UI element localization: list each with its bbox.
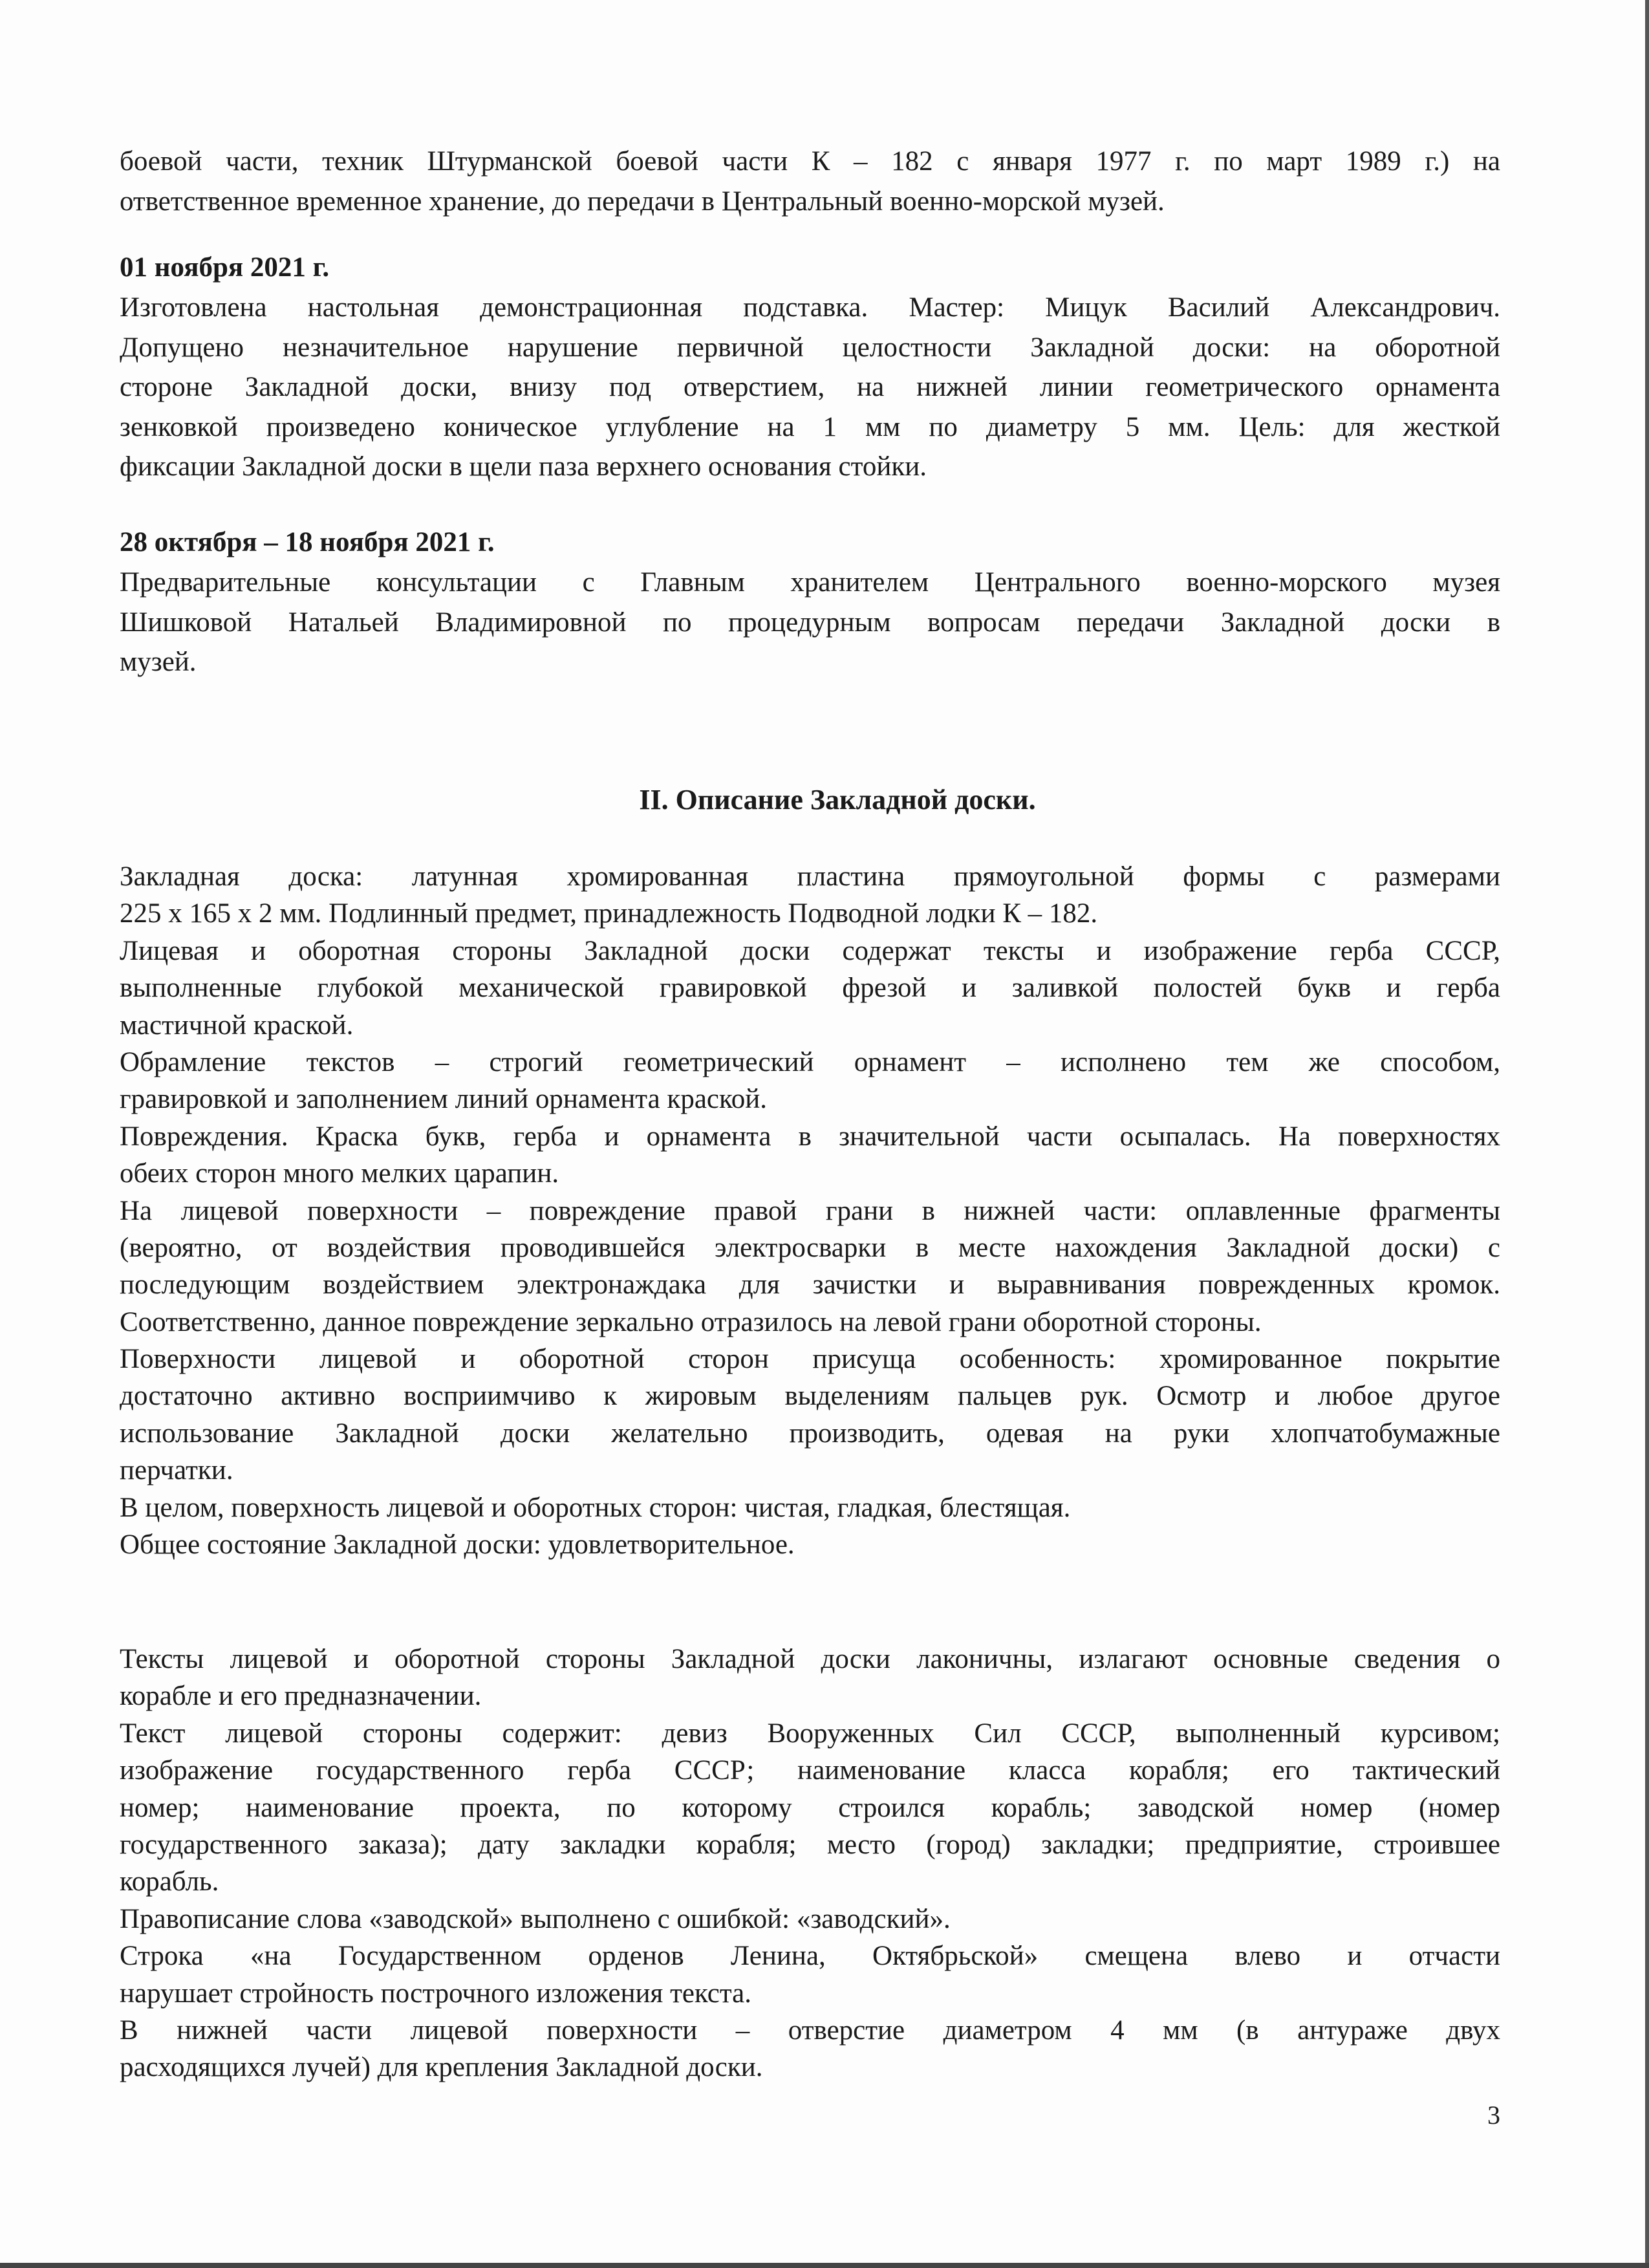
paragraph <box>120 1118 1500 1193</box>
text-line: корабль. <box>120 1866 219 1897</box>
text-line: На лицевой поверхности – повреждение правой грани в нижней части: оплавленные фрагменты <box>120 1195 1500 1226</box>
text-line: расходящихся лучей) для крепления Закладной доски. <box>120 2052 763 2083</box>
text-line: 225 х 165 х 2 мм. Подлинный предмет, принадлежность Подводной лодки К – 182. <box>120 898 1098 929</box>
text-line: зенковкой произведено коническое углубление на 1 мм по диаметру 5 мм. Цель: для жесткой <box>120 411 1500 442</box>
section-title: II. Описание Закладной доски. <box>639 784 1036 815</box>
text-line: Текст лицевой стороны содержит: девиз Вооруженных Сил СССР, выполненный курсивом; <box>120 1718 1500 1749</box>
entry-paragraph <box>120 288 1500 487</box>
text-line: боевой части, техник Штурманской боевой части К – 182 с января 1977 г. по март 1989 г.) на <box>120 146 1500 177</box>
text-line: нарушает стройность построчного изложения текста. <box>120 1978 752 2009</box>
text-line: последующим воздействием электронаждака для зачистки и выравнивания поврежденных кромок. <box>120 1269 1500 1301</box>
page-number: 3 <box>1487 2101 1500 2130</box>
text-line: государственного заказа); дату закладки корабля; место (город) закладки; предприятие, строившее <box>120 1829 1500 1860</box>
section-body <box>120 858 1500 1563</box>
paragraph <box>120 1489 1500 1526</box>
text-line: корабле и его предназначении. <box>120 1681 482 1712</box>
text-line: Лицевая и оборотная стороны Закладной доски содержат тексты и изображение герба СССР, <box>120 935 1500 966</box>
paragraph <box>120 1341 1500 1489</box>
paragraph <box>120 1641 1500 1715</box>
text-line: Шишковой Натальей Владимировной по процедурным вопросам передачи Закладной доски в <box>120 607 1500 638</box>
text-line: Правописание слова «заводской» выполнено с ошибкой: «заводский». <box>120 1903 951 1934</box>
text-line: Строка «на Государственном орденов Ленина, Октябрьской» смещена влево и отчасти <box>120 1941 1500 1972</box>
text-line: Повреждения. Краска букв, герба и орнамента в значительной части осыпалась. На поверхностях <box>120 1121 1500 1152</box>
paragraph <box>120 1193 1500 1341</box>
paragraph <box>120 1044 1500 1118</box>
text-line: фиксации Закладной доски в щели паза верхнего основания стойки. <box>120 451 927 482</box>
text-line: изображение государственного герба СССР; наименование класса корабля; его тактический <box>120 1755 1500 1786</box>
paragraph <box>120 1715 1500 1901</box>
text-line: использование Закладной доски желательно производить, одевая на руки хлопчатобумажные <box>120 1418 1500 1449</box>
paragraph <box>120 2012 1500 2086</box>
entry-date-heading: 01 ноября 2021 г. <box>120 252 330 283</box>
paragraph <box>120 933 1500 1044</box>
text-line: выполненные глубокой механической гравировкой фрезой и заливкой полостей букв и герба <box>120 973 1500 1004</box>
text-line: Общее состояние Закладной доски: удовлетворительное. <box>120 1529 795 1561</box>
text-line: обеих сторон много мелких царапин. <box>120 1158 559 1189</box>
text-line: (вероятно, от воздействия проводившейся электросварки в месте нахождения Закладной доски) с <box>120 1232 1500 1263</box>
text-line: Соответственно, данное повреждение зеркально отразилось на левой грани оборотной стороны. <box>120 1306 1262 1337</box>
text-line: В целом, поверхность лицевой и оборотных сторон: чистая, гладкая, блестящая. <box>120 1492 1071 1523</box>
section-body <box>120 1641 1500 2086</box>
text-line: номер; наименование проекта, по которому строился корабль; заводской номер (номер <box>120 1792 1500 1823</box>
text-line: стороне Закладной доски, внизу под отверстием, на нижней линии геометрического орнамента <box>120 372 1500 402</box>
text-line: ответственное временное хранение, до передачи в Центральный военно-морской музей. <box>120 186 1165 217</box>
text-line: достаточно активно восприимчиво к жировым выделениям пальцев рук. Осмотр и любое другое <box>120 1381 1500 1412</box>
entry-date-heading: 28 октября – 18 ноября 2021 г. <box>120 527 495 557</box>
text-line: В нижней части лицевой поверхности – отверстие диаметром 4 мм (в антураже двух <box>120 2014 1500 2046</box>
scan-edge-right <box>1645 0 1649 2268</box>
paragraph <box>120 1526 1500 1563</box>
intro-paragraph <box>120 142 1500 221</box>
text-line: гравировкой и заполнением линий орнамента краской. <box>120 1084 767 1115</box>
text-line: Тексты лицевой и оборотной стороны Закладной доски лаконичны, излагают основные сведения о <box>120 1644 1500 1674</box>
text-line: музей. <box>120 647 197 677</box>
scan-edge-bottom <box>0 2263 1649 2268</box>
text-line: Допущено незначительное нарушение первичной целостности Закладной доски: на оборотной <box>120 332 1500 363</box>
paragraph <box>120 1901 1500 1938</box>
paragraph <box>120 1938 1500 2012</box>
text-line: перчатки. <box>120 1455 233 1486</box>
entry-paragraph <box>120 563 1500 682</box>
text-line: Поверхности лицевой и оборотной сторон присуща особенность: хромированное покрытие <box>120 1344 1500 1375</box>
text-line: Изготовлена настольная демонстрационная подставка. Мастер: Мицук Василий Александрович. <box>120 292 1500 323</box>
text-line: Обрамление текстов – строгий геометрический орнамент – исполнено тем же способом, <box>120 1046 1500 1077</box>
text-line: мастичной краской. <box>120 1010 354 1041</box>
paragraph <box>120 858 1500 933</box>
text-line: Закладная доска: латунная хромированная пластина прямоугольной формы с размерами <box>120 861 1500 892</box>
text-line: Предварительные консультации с Главным хранителем Центрального военно-морского музея <box>120 567 1500 598</box>
